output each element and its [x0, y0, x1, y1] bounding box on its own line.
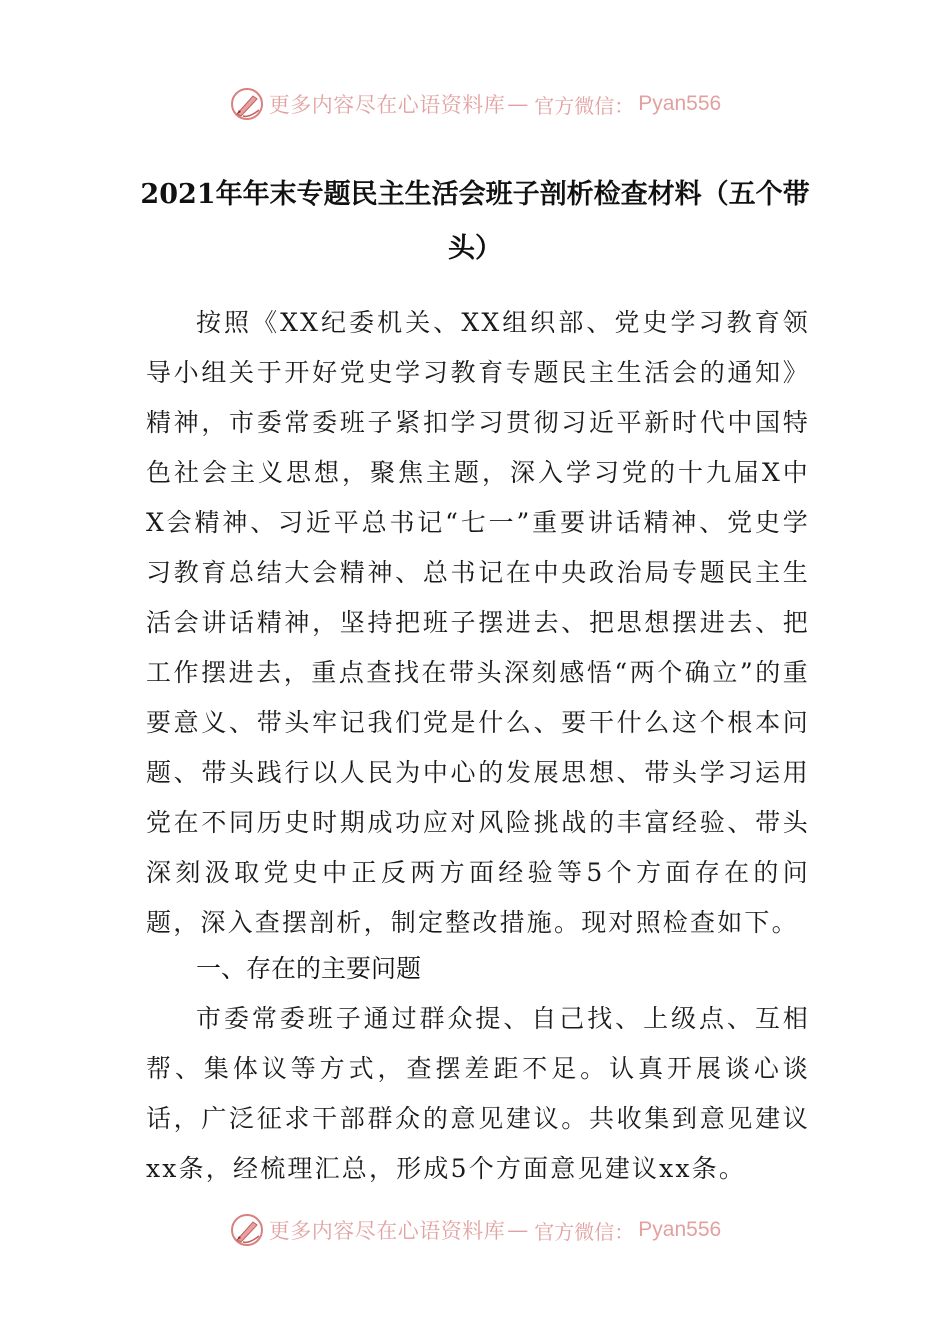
document-title: 2021年年末专题民主生活会班子剖析检查材料（五个带头）: [140, 179, 810, 264]
watermark-separator: —: [507, 92, 529, 116]
watermark-wechat-label: 官方微信：: [534, 1219, 635, 1244]
intro-paragraph: 按照《XX纪委机关、XX组织部、党史学习教育领导小组关于开好党史学习教育专题民主生活会的通知》精神，市委常委班子紧扣学习贯彻习近平新时代中国特色社会主义思想，聚焦主题，深入学习党的十九届X中X会精神、习近平总书记“七一”重要讲话精神、党史学习教育总结大会精神、总书记在中央政治局专题民主生活会讲话精神，坚持把班子摆进去、把思想摆进去、把工作摆进去，重点查找在带头深刻感悟“两个确立”的重要意义、带头牢记我们党是什么、要干什么这个根本问题、带头践行以人民为中心的发展思想、带头学习运用党在不同历史时期成功应对风险挑战的丰富经验、带头深刻汲取党史中正反两方面经验等5个方面存在的问题，深入查摆剖析，制定整改措施。现对照检查如下。: [146, 308, 810, 937]
pen-logo-icon: [229, 1212, 265, 1248]
watermark-text: 更多内容尽在心语资料库: [268, 1219, 506, 1243]
watermark-separator: —: [507, 1218, 529, 1242]
section-paragraph: 市委常委班子通过群众提、自己找、上级点、互相帮、集体议等方式，查摆差距不足。认真开展谈心谈话，广泛征求干部群众的意见建议。共收集到意见建议xx条，经梳理汇总，形成5个方面意见建议xx条。: [146, 1004, 810, 1183]
watermark-text: 更多内容尽在心语资料库: [268, 93, 506, 117]
watermark-wechat-id: Pyan556: [638, 1218, 722, 1241]
pen-logo-icon: [229, 86, 265, 122]
watermark-wechat-id: Pyan556: [638, 92, 722, 115]
watermark-banner-top: [0, 82, 950, 126]
watermark-banner-bottom: [0, 1208, 950, 1252]
section-heading: 一、存在的主要问题: [196, 954, 422, 983]
watermark-wechat-label: 官方微信：: [534, 93, 635, 118]
